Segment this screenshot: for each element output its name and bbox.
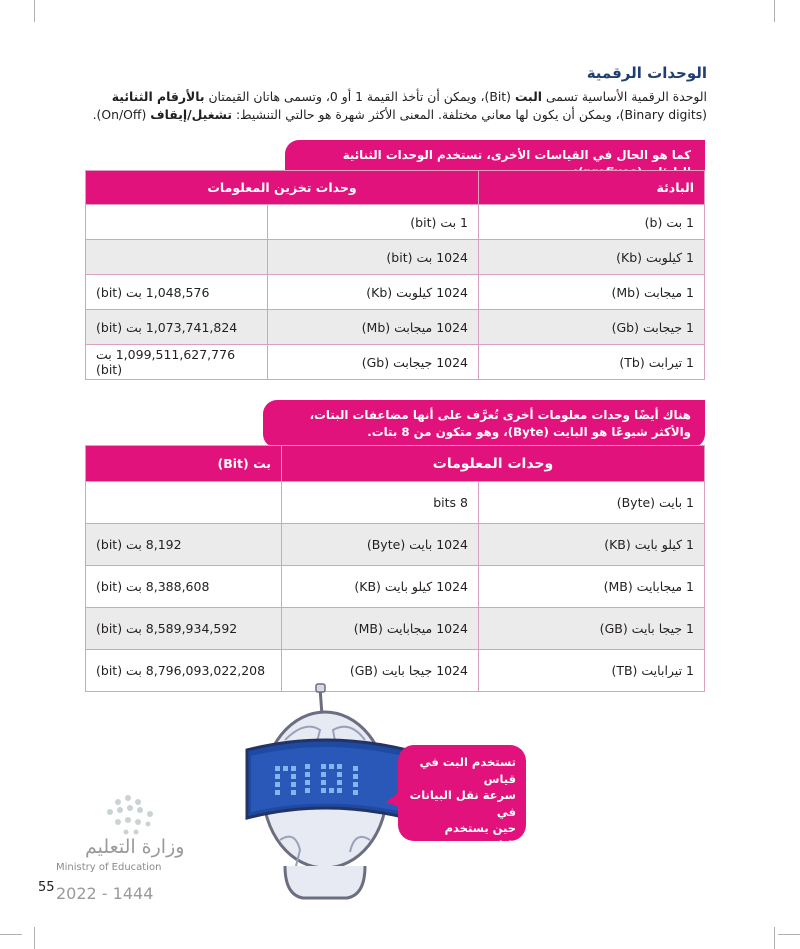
speech-tail <box>386 790 402 810</box>
intro-text: (On/Off). <box>92 107 151 122</box>
crop-mark <box>34 0 35 22</box>
header-storage-units: وحدات تخزين المعلومات <box>86 171 479 205</box>
unit-cell: 1 تيرابايت (TB) <box>479 650 705 692</box>
byte-units-table <box>85 445 705 692</box>
equivalent-cell: 1024 جيجا بايت (GB) <box>282 650 479 692</box>
intro-paragraph <box>87 88 707 124</box>
bits-cell <box>86 482 282 524</box>
header-info-units: وحدات المعلومات <box>282 446 705 482</box>
unit-cell: 1024 ميجابت (Mb) <box>268 310 479 345</box>
unit-cell: 1 بت (bit) <box>268 205 479 240</box>
value-cell <box>86 205 268 240</box>
byte-callout-line1: هناك أيضًا وحدات معلومات أخرى تُعرَّف على أنها مضاعفات البتات، <box>309 408 691 422</box>
ministry-name-english: Ministry of Education <box>56 862 162 873</box>
intro-text: الوحدة الرقمية الأساسية تسمى <box>542 89 707 104</box>
crop-mark <box>774 927 775 949</box>
ministry-name-arabic: وزارة التعليم <box>85 836 185 858</box>
speech-bubble <box>398 745 526 885</box>
bits-cell: 8,796,093,022,208 بت (bit) <box>86 650 282 692</box>
equivalent-cell: 8 bits <box>282 482 479 524</box>
bits-cell: 8,589,934,592 بت (bit) <box>86 608 282 650</box>
unit-cell: 1 ميجابايت (MB) <box>479 566 705 608</box>
unit-cell: 1024 بت (bit) <box>268 240 479 275</box>
equivalent-cell: 1024 بايت (Byte) <box>282 524 479 566</box>
header-prefix: البادئة <box>479 171 705 205</box>
crop-mark <box>778 934 800 935</box>
speech-line: تستخدم البت في قياس <box>419 755 516 786</box>
unit-cell: 1 جيجا بايت (GB) <box>479 608 705 650</box>
prefixes-callout: كما هو الحال في القياسات الأخرى، تستخدم الوحدات الثنائية <box>285 140 705 188</box>
intro-bold: بالأرقام الثنائية <box>111 89 205 104</box>
equivalent-cell: 1024 ميجابايت (MB) <box>282 608 479 650</box>
byte-callout-line2: والأكثر شيوعًا هو البايت (Byte)، وهو متكون من 8 بتات. <box>367 425 691 439</box>
unit-cell: 1 كيلو بايت (KB) <box>479 524 705 566</box>
bits-cell: 8,192 بت (bit) <box>86 524 282 566</box>
value-cell: 1,073,741,824 بت (bit) <box>86 310 268 345</box>
bits-cell: 8,388,608 بت (bit) <box>86 566 282 608</box>
value-cell: 1,099,511,627,776 بت (bit) <box>86 345 268 380</box>
crop-mark <box>34 927 35 949</box>
crop-mark <box>0 934 22 935</box>
header-bit: بت (Bit) <box>86 446 282 482</box>
bit-prefix-table <box>85 170 705 380</box>
year-label: 2022 - 1444 <box>56 884 154 903</box>
intro-bold: البت <box>514 89 543 104</box>
speech-line: سرعة نقل البيانات في <box>409 788 516 819</box>
prefix-cell: 1 بت (b) <box>479 205 705 240</box>
unit-cell: 1 بايت (Byte) <box>479 482 705 524</box>
section-title: الوحدات الرقمية <box>586 64 707 82</box>
page-number: 55 <box>38 880 55 895</box>
unit-cell: 1024 كيلوبت (Kb) <box>268 275 479 310</box>
value-cell <box>86 240 268 275</box>
intro-text: (Binary digits)، ويمكن أن يكون لها معاني مختلفة. المعنى الأكثر شهرة هو حالتي التنشيط: <box>232 107 707 122</box>
prefix-cell: 1 كيلوبت (Kb) <box>479 240 705 275</box>
speech-line: في قياس سعة التخزين. <box>431 854 516 885</box>
byte-callout <box>263 400 705 448</box>
speech-line: حين يستخدم البايت <box>444 821 516 852</box>
intro-bold: تشغيل/إيقاف <box>150 107 232 122</box>
prefix-cell: 1 جيجابت (Gb) <box>479 310 705 345</box>
value-cell: 1,048,576 بت (bit) <box>86 275 268 310</box>
prefix-cell: 1 تيرابت (Tb) <box>479 345 705 380</box>
prefix-cell: 1 ميجابت (Mb) <box>479 275 705 310</box>
crop-mark <box>774 0 775 22</box>
unit-cell: 1024 جيجابت (Gb) <box>268 345 479 380</box>
intro-text: (Bit)، ويمكن أن تأخذ القيمة 1 أو 0، وتسمى هاتان القيمتان <box>204 89 515 104</box>
equivalent-cell: 1024 كيلو بايت (KB) <box>282 566 479 608</box>
